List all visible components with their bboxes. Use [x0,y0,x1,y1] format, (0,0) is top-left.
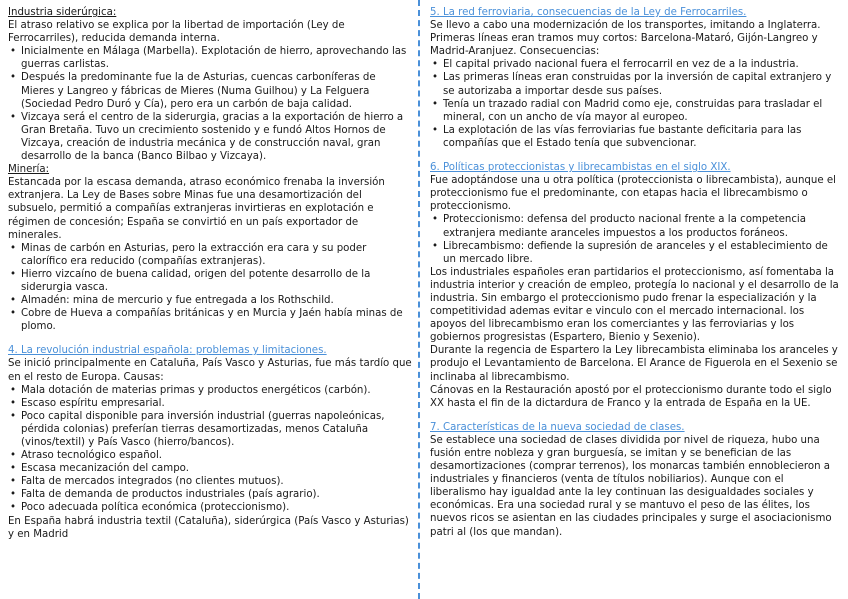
revolucion-intro: Se inició principalmente en Cataluña, País Vasco y Asturias, fue más tardío que en el resto de Europa. Causas: [8,358,412,383]
list-item: • Las primeras líneas eran construidas por la inversión de capital extranjero y se autorizaba a importar desde sus países. [443,71,840,97]
mineria-intro: Estancada por la escasa demanda, atraso económico frenaba la inversión extranjera. La Ley de Bases sobre Minas fue una desamortización del subsuelo, permitió a compañías extranjeras invirtieras en explotación e régimen de concesión; España se convirtió en un país exportador de minerales. [8,177,385,241]
revolucion-list [8,384,412,515]
list-item: • Después la predominante fue la de Asturias, cuencas carboníferas de Mieres y Langreo y fábricas de Mieres (Numa Guilhou) y La Felguera (Sociedad Pedro Duró y Cía), pero era un carbón de baja calidad. [21,71,412,110]
right-column [430,6,840,539]
list-item: • Inicialmente en Málaga (Marbella). Explotación de hierro, aprovechando las guerras carlistas. [21,45,412,71]
politicas-intro: Fue adoptándose una u otra política (proteccionista o librecambista), aunque el proteccionismo fue el predominante, con etapas hacia el librecambismo o proteccionismo. [430,175,836,213]
list-item: • La explotación de las vías ferroviarias fue bastante deficitaria para las compañías que el Estado tenía que subvencionar. [443,124,840,150]
siderurgia-intro: El atraso relativo se explica por la libertad de importación (Ley de Ferrocarriles), reducida demanda interna. [8,20,345,45]
mineria-list [8,242,412,334]
list-item: • Poco capital disponible para inversión industrial (guerras napoleónicas, pérdida colonias) preferían tierras desamortizadas, menos Cataluña (vinos/textil) y País Vasco (hierro/bancos). [21,410,412,449]
sociedad-paragraph: Se establece una sociedad de clases dividida por nivel de riqueza, hubo una fusión entre nobleza y gran burguesía, se imitan y se benefician de las desamortizaciones (comprar terrenos), los monarcas también ennoblecieron a industriales y financieros (venta de títulos nobiliarios). Aunque con el liberalismo hay igualdad ante la ley continuan las desigualdades sociales y económicas. Era una sociedad rural y se mantuvo el peso de las élites, los nuevos ricos se asientan en las ciudades principales y surge el asociacionismo patri al (los que mandan). [430,434,832,538]
list-item: • Minas de carbón en Asturias, pero la extracción era cara y su poder calorífico era reducido (compañías extranjeras). [21,242,412,268]
left-column [8,6,412,541]
section-title-revolucion: 4. La revolución industrial española: problemas y limitaciones. [8,345,327,357]
ferroviaria-list [430,58,840,150]
section-title-politicas: 6. Políticas proteccionistas y librecambistas en el siglo XIX. [430,162,731,174]
list-item: • Escaso espíritu empresarial. [21,397,412,410]
politicas-paragraph-3: Cánovas en la Restauración apostó por el proteccionismo durante todo el siglo XX hasta el fin de la dictardura de Franco y la entrada de España en la UE. [430,384,832,409]
siderurgia-list [8,45,412,163]
list-item: • Poco adecuada política económica (proteccionismo). [21,501,412,514]
list-item: • Mala dotación de materias primas y productos energéticos (carbón). [21,384,412,397]
ferroviaria-intro: Se llevo a cabo una modernización de los transportes, imitando a Inglaterra. Primeras líneas eran tramos muy cortos: Barcelona-Mataró, Gijón-Langreo y Madrid-Aranjuez. Consecuencias: [430,20,821,58]
politicas-paragraph-2: Durante la regencia de Espartero la Ley librecambista eliminaba los aranceles y produjo el Levantamiento de Barcelona. El Arance de Figuerola en el Sexenio se inclinaba al librecambismo. [430,345,838,383]
section-title-siderurgia: Industria siderúrgica: [8,7,117,18]
list-item: • Vizcaya será el centro de la siderurgia, gracias a la exportación de hierro a Gran Bretaña. Tuvo un crecimiento sostenido y e fundó Altos Hornos de Vizcaya, creación de industria mecánica y de construcción naval, gran desarrollo de la banca (Banco Bilbao y Vizcaya). [21,111,412,163]
list-item: • Falta de mercados integrados (no clientes mutuos). [21,475,412,488]
list-item: • Cobre de Hueva a compañías británicas y en Murcia y Jaén había minas de plomo. [21,307,412,333]
list-item: • Atraso tecnológico español. [21,449,412,462]
list-item: • Proteccionismo: defensa del producto nacional frente a la competencia extranjera mediante aranceles impuestos a los productos foráneos. [443,213,840,239]
column-divider [418,0,420,599]
section-title-mineria: Minería: [8,164,50,176]
politicas-paragraph-1: Los industriales españoles eran partidarios el proteccionismo, así fomentaba la industria interior y creación de empleo, protegía lo nacional y el desarrollo de la industria. Sin embargo el proteccionismo pudo frenar la especialización y la competitividad ademas evitar e vinculo con el mercado internacional. los apoyos del librecambismo eran los comerciantes y las ferroviarias y los gobiernos progresistas (Espartero, Bienio y Sexenio). [430,266,839,344]
list-item: • El capital privado nacional fuera el ferrocarril en vez de a la industria. [443,58,840,71]
list-item: • Almadén: mina de mercurio y fue entregada a los Rothschild. [21,294,412,307]
politicas-list [430,213,840,265]
section-title-sociedad: 7. Características de la nueva sociedad de clases. [430,421,685,433]
list-item: • Escasa mecanización del campo. [21,462,412,475]
list-item: • Tenía un trazado radial con Madrid como eje, construidas para trasladar el mineral, con un ancho de vía mayor al europeo. [443,98,840,124]
list-item: • Librecambismo: defiende la supresión de aranceles y el establecimiento de un mercado libre. [443,240,840,266]
section-title-ferroviaria: 5. La red ferroviaria, consecuencias de la Ley de Ferrocarriles. [430,7,747,18]
list-item: • Falta de demanda de productos industriales (país agrario). [21,488,412,501]
revolucion-outro: En España habrá industria textil (Cataluña), siderúrgica (País Vasco y Asturias) y en Madrid [8,515,409,540]
list-item: • Hierro vizcaíno de buena calidad, origen del potente desarrollo de la siderurgia vasca. [21,268,412,294]
